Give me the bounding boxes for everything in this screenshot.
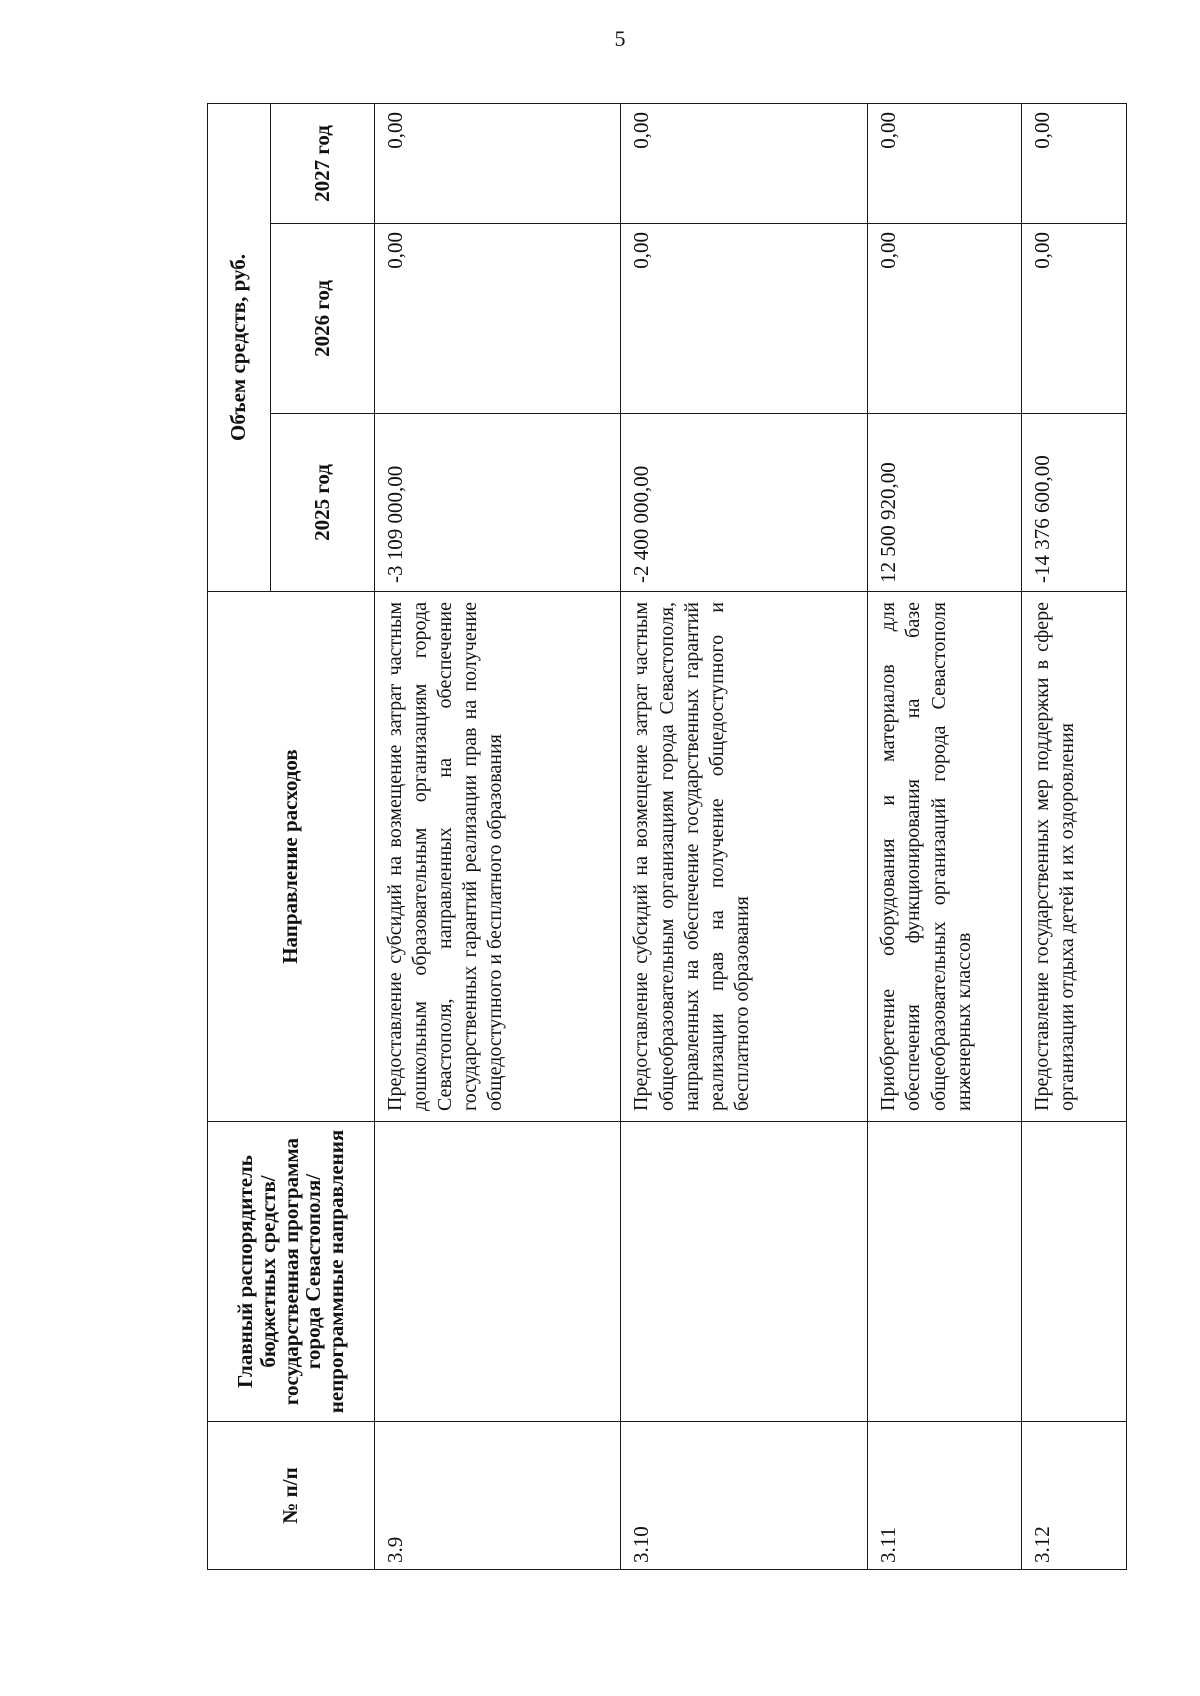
header-num: № п/п — [208, 1422, 375, 1570]
row-administrator — [374, 1122, 621, 1422]
header-direction: Направление расходов — [208, 592, 375, 1122]
row-number: 3.12 — [1021, 1422, 1126, 1570]
table-row — [374, 103, 621, 1569]
row-administrator — [1021, 1122, 1126, 1422]
row-direction: Предоставление субсидий на возмещение затрат частным дошкольным образовательным организациям города Севастополя, направленных на обеспечение государственных гарантий реализации прав на получение общедоступного и бесплатного образования — [374, 592, 621, 1122]
row-direction: Приобретение оборудования и материалов для обеспечения функционирования на базе общеобразовательных организаций города Севастополя инженерных классов — [868, 592, 1022, 1122]
row-value-2026: 0,00 — [621, 224, 868, 414]
row-direction: Предоставление субсидий на возмещение затрат частным общеобразовательным организациям города Севастополя, направленных на обеспечение государственных гарантий реализации прав на получение общедоступного и бесплатного образования — [621, 592, 868, 1122]
budget-table-rotated — [207, 104, 1127, 1570]
row-value-2025: -2 400 000,00 — [621, 414, 868, 592]
row-value-2025: -14 376 600,00 — [1021, 414, 1126, 592]
row-value-2027: 0,00 — [868, 103, 1022, 223]
row-value-2025: 12 500 920,00 — [868, 414, 1022, 592]
table-row — [868, 103, 1022, 1569]
header-year-2027: 2027 год — [270, 103, 374, 223]
row-value-2026: 0,00 — [1021, 224, 1126, 414]
row-number: 3.11 — [868, 1422, 1022, 1570]
row-value-2027: 0,00 — [374, 103, 621, 223]
budget-table — [207, 103, 1127, 1570]
header-administrator: Главный распорядитель бюджетных средств/государственная программа города Севастополя/непрограммные направления — [208, 1122, 375, 1422]
table-row — [1021, 103, 1126, 1569]
row-value-2026: 0,00 — [868, 224, 1022, 414]
row-administrator — [868, 1122, 1022, 1422]
header-volume: Объем средств, руб. — [208, 103, 271, 591]
row-value-2025: -3 109 000,00 — [374, 414, 621, 592]
header-year-2026: 2026 год — [270, 224, 374, 414]
header-row-top — [208, 103, 271, 1569]
row-direction: Предоставление государственных мер поддержки в сфере организации отдыха детей и их оздоровления — [1021, 592, 1126, 1122]
row-number: 3.9 — [374, 1422, 621, 1570]
table-row — [621, 103, 868, 1569]
row-value-2027: 0,00 — [1021, 103, 1126, 223]
row-value-2026: 0,00 — [374, 224, 621, 414]
header-year-2025: 2025 год — [270, 414, 374, 592]
row-number: 3.10 — [621, 1422, 868, 1570]
row-administrator — [621, 1122, 868, 1422]
row-value-2027: 0,00 — [621, 103, 868, 223]
page-number: 5 — [614, 26, 626, 51]
